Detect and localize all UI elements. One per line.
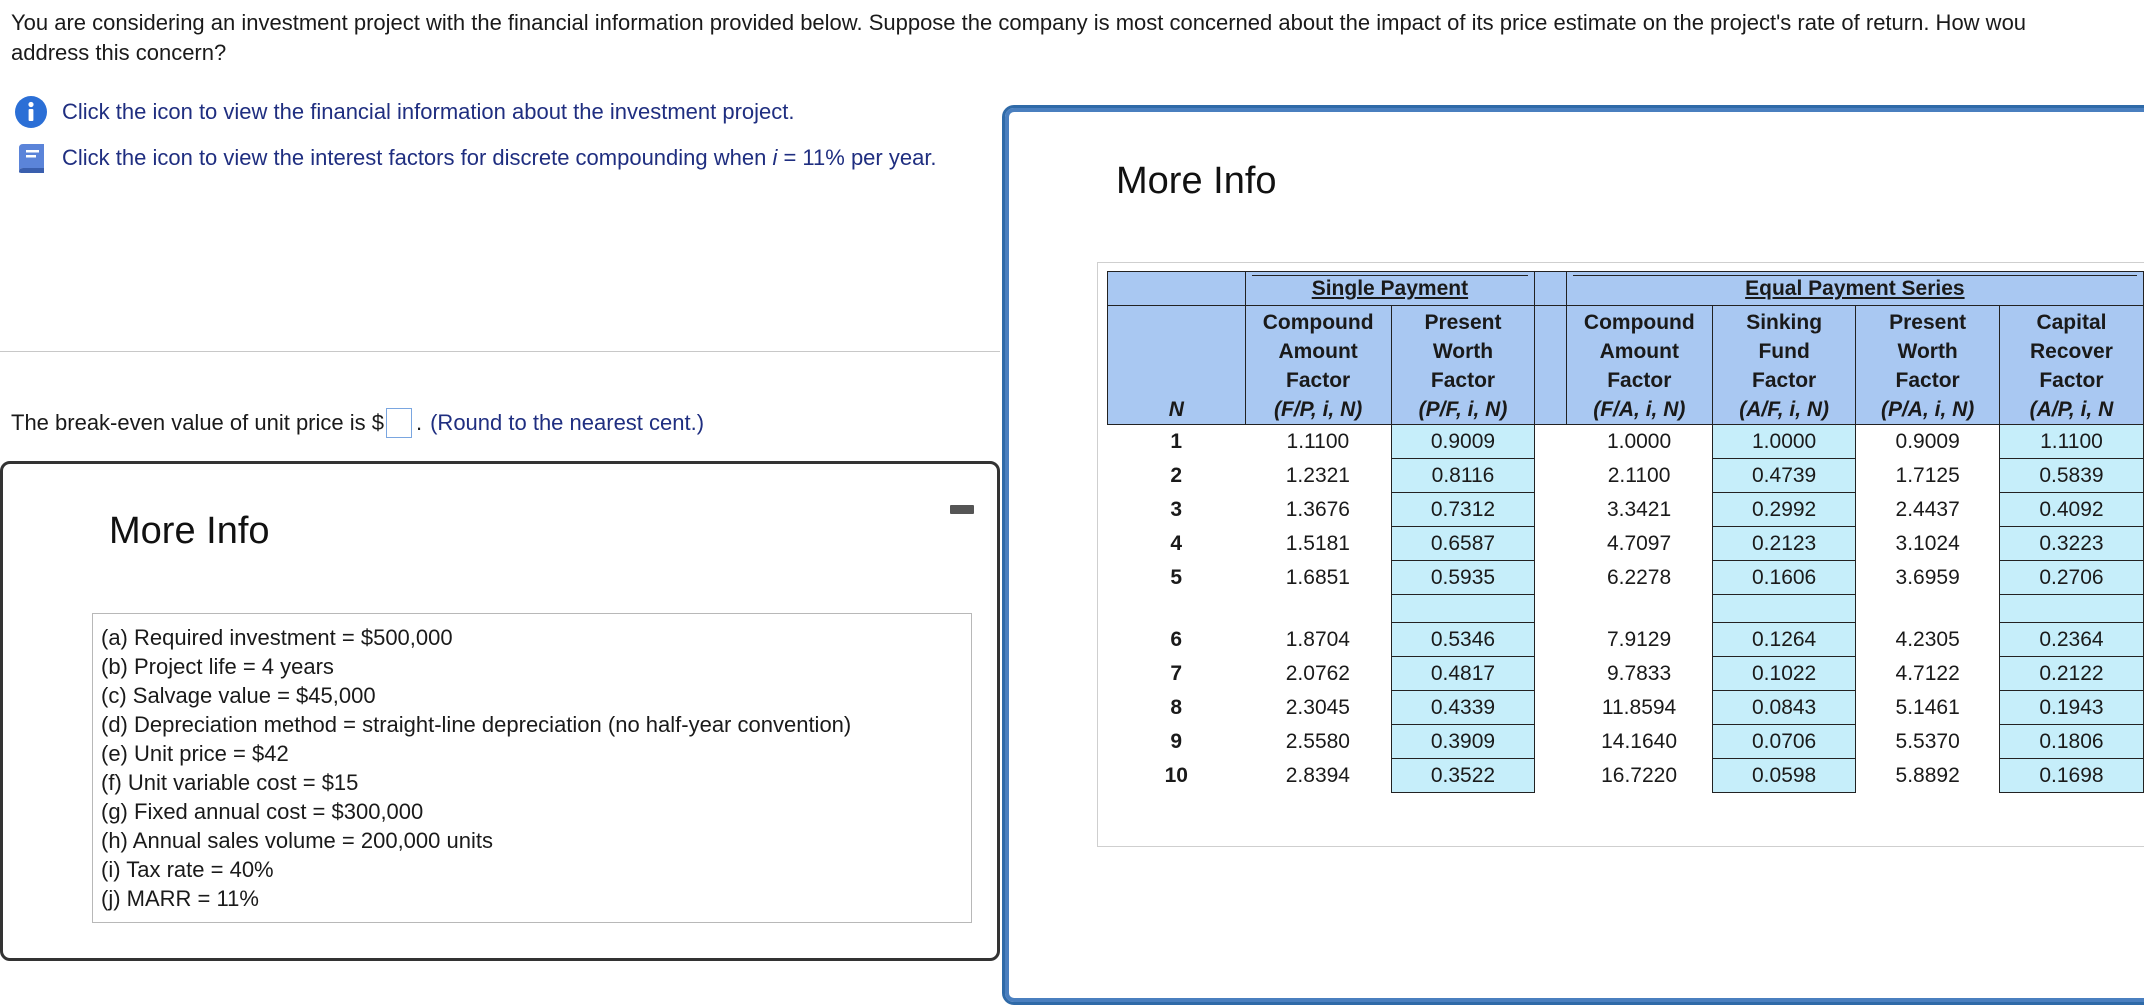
corner-cell <box>1108 272 1246 306</box>
factor-cell: 1.5181 <box>1285 531 1350 555</box>
gap-cell <box>1535 595 1566 623</box>
factor-cell: 0.1264 <box>1712 623 1855 657</box>
info-item-g: (g) Fixed annual cost = $300,000 <box>101 799 424 824</box>
table-row <box>1108 657 2144 691</box>
column-header-line: Recover <box>2030 340 2113 363</box>
info-icon[interactable] <box>14 95 48 129</box>
column-header-line: Present <box>1424 311 1502 334</box>
gap-cell <box>1535 759 1566 793</box>
gap-cell <box>1535 527 1566 561</box>
factor-cell: 1.2321 <box>1285 463 1350 487</box>
factor-cell: 0.1606 <box>1712 561 1855 595</box>
table-row <box>1108 623 2144 657</box>
factor-cell: 0.7312 <box>1391 493 1535 527</box>
factor-cell <box>1856 595 2000 623</box>
factor-cell: 2.0762 <box>1285 661 1350 685</box>
table-row <box>1108 561 2144 595</box>
period-cell: 2 <box>1170 463 1183 487</box>
period-cell: 9 <box>1170 729 1183 753</box>
column-formula: (P/A, i, N) <box>1880 398 1975 421</box>
interest-rate-variable: i <box>772 145 778 170</box>
interest-factor-table <box>1107 271 2144 793</box>
factor-cell: 5.5370 <box>1895 729 1960 753</box>
factor-cell: 2.1100 <box>1607 463 1671 487</box>
factor-cell: 5.1461 <box>1895 695 1960 719</box>
interest-factors-link-text[interactable] <box>62 145 937 171</box>
column-formula: (F/A, i, N) <box>1593 398 1686 421</box>
factor-cell: 0.0598 <box>1712 759 1855 793</box>
factor-cell: 0.6587 <box>1391 527 1535 561</box>
factor-cell: 0.3909 <box>1391 725 1535 759</box>
table-row <box>1108 725 2144 759</box>
factor-cell: 1.6851 <box>1285 565 1350 589</box>
gap-header-cell <box>1535 306 1566 425</box>
table-row <box>1108 425 2144 459</box>
info-item-e: (e) Unit price = $42 <box>101 741 289 766</box>
factor-cell: 0.1806 <box>1999 725 2143 759</box>
factor-cell <box>1999 595 2143 623</box>
factor-cell: 1.3676 <box>1285 497 1350 521</box>
factor-cell: 0.5935 <box>1391 561 1535 595</box>
period-cell: 8 <box>1170 695 1183 719</box>
factor-cell: 0.1943 <box>1999 691 2143 725</box>
question-text: You are considering an investment project with the financial information provided below. Suppose the company is most concerned about the impact of its price estimate on the project's rate of return. How wou address this concern? <box>11 10 2027 65</box>
factor-cell: 0.2706 <box>1999 561 2143 595</box>
factor-cell: 7.9129 <box>1606 627 1672 651</box>
info-item-j: (j) MARR = 11% <box>101 886 259 911</box>
factor-cell: 3.6959 <box>1895 565 1960 589</box>
factor-cell: 9.7833 <box>1606 661 1672 685</box>
column-header-line: Factor <box>2039 369 2104 392</box>
period-cell <box>1108 595 1246 623</box>
table-row <box>1108 527 2144 561</box>
gap-cell <box>1535 725 1566 759</box>
column-header-line: Compound <box>1583 311 1695 334</box>
gap-cell <box>1535 425 1566 459</box>
factor-cell: 0.4339 <box>1391 691 1535 725</box>
gap-header-cell <box>1535 272 1566 306</box>
factor-cell: 6.2278 <box>1606 565 1672 589</box>
column-header-line: Factor <box>1752 369 1817 392</box>
factor-cell: 3.3421 <box>1606 497 1672 521</box>
column-header-line: Factor <box>1430 369 1496 392</box>
factor-cell: 1.7125 <box>1895 463 1960 487</box>
factor-cell: 11.8594 <box>1601 695 1677 719</box>
factor-cell: 2.4437 <box>1895 497 1960 521</box>
period-cell: 6 <box>1170 627 1183 651</box>
spacer-row <box>1108 595 2144 623</box>
factor-cell: 0.5346 <box>1391 623 1535 657</box>
info-item-c: (c) Salvage value = $45,000 <box>101 683 376 708</box>
factor-cell: 0.4739 <box>1712 459 1855 493</box>
factor-cell <box>1391 595 1535 623</box>
factor-cell <box>1712 595 1855 623</box>
interest-factors-text-a: Click the icon to view the interest factors for discrete compounding when <box>62 145 773 170</box>
factor-cell: 0.9009 <box>1895 429 1960 453</box>
factor-cell: 4.7097 <box>1606 531 1672 555</box>
column-header-line: Amount <box>1278 340 1358 363</box>
n-column-header: N <box>1108 306 1246 425</box>
minimize-icon[interactable] <box>950 505 974 514</box>
column-header-4 <box>1856 306 2000 425</box>
column-header-line: Factor <box>1286 369 1351 392</box>
factor-cell: 16.7220 <box>1601 763 1678 787</box>
interest-factors-popup-title: More Info <box>1116 160 1277 202</box>
period-cell: 7 <box>1170 661 1183 685</box>
factor-cell: 0.2123 <box>1712 527 1855 561</box>
factor-cell: 4.2305 <box>1895 627 1960 651</box>
factor-cell: 1.0000 <box>1712 425 1855 459</box>
factor-cell <box>1245 595 1391 623</box>
column-header-1 <box>1391 306 1535 425</box>
factor-cell: 4.7122 <box>1895 661 1960 685</box>
factor-cell: 1.0000 <box>1606 429 1672 453</box>
column-header-line: Present <box>1889 311 1967 334</box>
financial-info-link[interactable] <box>14 95 795 129</box>
column-header-line: Compound <box>1262 311 1374 334</box>
table-row <box>1108 759 2144 793</box>
table-row <box>1108 493 2144 527</box>
equal-payment-label: Equal Payment Series <box>1573 275 2137 302</box>
factor-cell: 1.1100 <box>1999 425 2143 459</box>
period-cell: 10 <box>1164 763 1188 787</box>
factor-cell: 2.5580 <box>1285 729 1350 753</box>
info-item-f: (f) Unit variable cost = $15 <box>101 770 359 795</box>
column-header-line: Fund <box>1758 340 1810 363</box>
factor-cell: 0.2992 <box>1712 493 1855 527</box>
equal-payment-header <box>1566 272 2143 306</box>
info-item-h: (h) Annual sales volume = 200,000 units <box>101 828 493 853</box>
interest-factors-text-b: = 11% per year. <box>777 145 937 170</box>
column-header-line: Capital <box>2036 311 2107 334</box>
column-header-line: Sinking <box>1746 311 1823 334</box>
factor-cell: 14.1640 <box>1601 729 1678 753</box>
column-header-3 <box>1712 306 1855 425</box>
gap-cell <box>1535 657 1566 691</box>
single-payment-header <box>1245 272 1535 306</box>
financial-info-popup-title: More Info <box>109 510 270 552</box>
factor-cell <box>1566 595 1712 623</box>
column-header-0 <box>1245 306 1391 425</box>
period-cell: 3 <box>1170 497 1183 521</box>
factor-cell: 2.8394 <box>1285 763 1350 787</box>
column-formula: (A/P, i, N <box>2029 398 2114 421</box>
period-cell: 4 <box>1170 531 1183 555</box>
unit-price-answer-input[interactable] <box>386 408 412 438</box>
column-formula: (F/P, i, N) <box>1273 398 1363 421</box>
answer-prefix: The break-even value of unit price is $ <box>11 410 384 435</box>
factor-cell: 0.4092 <box>1999 493 2143 527</box>
table-row <box>1108 691 2144 725</box>
answer-line <box>11 408 704 438</box>
factor-cell: 0.0843 <box>1712 691 1855 725</box>
column-formula: (A/F, i, N) <box>1739 398 1830 421</box>
column-header-line: Worth <box>1897 340 1958 363</box>
column-header-line: Factor <box>1895 369 1960 392</box>
column-formula: (P/F, i, N) <box>1418 398 1508 421</box>
factor-cell: 0.0706 <box>1712 725 1855 759</box>
period-cell: 1 <box>1170 429 1183 453</box>
factor-cell: 0.2122 <box>1999 657 2143 691</box>
factor-cell: 0.2364 <box>1999 623 2143 657</box>
column-header-line: Amount <box>1599 340 1679 363</box>
factor-cell: 0.8116 <box>1391 459 1535 493</box>
factor-cell: 0.1022 <box>1712 657 1855 691</box>
info-item-a: (a) Required investment = $500,000 <box>101 625 453 650</box>
financial-info-list <box>92 613 972 923</box>
interest-factors-link[interactable] <box>14 141 937 175</box>
factor-cell: 0.1698 <box>1999 759 2143 793</box>
gap-cell <box>1535 691 1566 725</box>
factor-cell: 5.8892 <box>1895 763 1960 787</box>
single-payment-label: Single Payment <box>1252 275 1529 302</box>
factor-cell: 0.5839 <box>1999 459 2143 493</box>
factor-cell: 1.8704 <box>1285 627 1350 651</box>
financial-info-link-text[interactable]: Click the icon to view the financial information about the investment project. <box>62 99 795 124</box>
info-item-b: (b) Project life = 4 years <box>101 654 334 679</box>
table-row <box>1108 459 2144 493</box>
section-divider <box>0 351 1000 352</box>
factor-cell: 0.3522 <box>1391 759 1535 793</box>
column-header-5 <box>1999 306 2143 425</box>
rounding-hint: (Round to the nearest cent.) <box>430 410 705 435</box>
info-item-i: (i) Tax rate = 40% <box>101 857 274 882</box>
column-header-2 <box>1566 306 1712 425</box>
gap-cell <box>1535 493 1566 527</box>
factor-cell: 3.1024 <box>1895 531 1960 555</box>
column-header-line: Worth <box>1432 340 1494 363</box>
answer-suffix: . <box>415 410 423 435</box>
book-icon[interactable] <box>14 141 48 175</box>
factor-cell: 0.3223 <box>1999 527 2143 561</box>
factor-cell: 0.4817 <box>1391 657 1535 691</box>
gap-cell <box>1535 561 1566 595</box>
info-item-d: (d) Depreciation method = straight-line depreciation (no half-year convention) <box>101 712 852 737</box>
factor-cell: 1.1100 <box>1286 429 1350 453</box>
gap-cell <box>1535 459 1566 493</box>
period-cell: 5 <box>1170 565 1183 589</box>
column-header-line: Factor <box>1607 369 1672 392</box>
factor-cell: 0.9009 <box>1391 425 1535 459</box>
gap-cell <box>1535 623 1566 657</box>
factor-cell: 2.3045 <box>1285 695 1350 719</box>
